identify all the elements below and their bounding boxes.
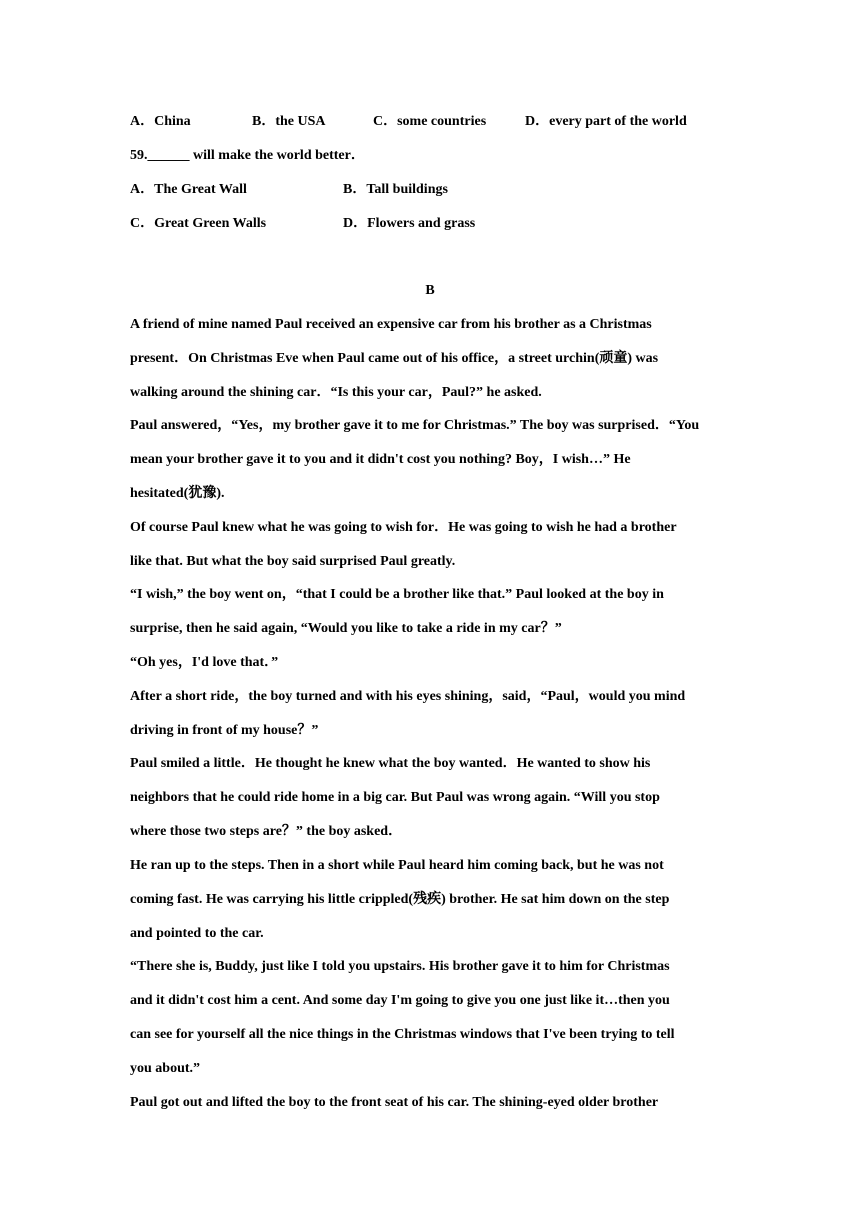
passage-line: and it didn't cost him a cent. And some day I'm going to give you one just like it…then you (130, 993, 670, 1008)
q59-option-a: A．The Great Wall (130, 182, 247, 197)
passage-line: where those two steps are？” the boy asked． (130, 824, 403, 839)
q59-option-b: B．Tall buildings (343, 182, 448, 197)
passage-line: Paul smiled a little．He thought he knew what the boy wanted．He wanted to show his (130, 756, 651, 771)
passage-line: like that. But what the boy said surprised Paul greatly. (130, 554, 456, 569)
passage-line: He ran up to the steps. Then in a short while Paul heard him coming back, but he was not (130, 858, 664, 873)
passage-line: neighbors that he could ride home in a big car. But Paul was wrong again. “Will you stop (130, 790, 660, 805)
passage-line: can see for yourself all the nice things in the Christmas windows that I've been trying to tell (130, 1027, 675, 1042)
passage-line: Paul got out and lifted the boy to the front seat of his car. The shining-eyed older brother (130, 1095, 659, 1110)
passage-line: driving in front of my house？” (130, 723, 319, 738)
q58-option-b: B．the USA (252, 114, 326, 129)
q58-option-c: C．some countries (373, 114, 487, 129)
passage-line: you about.” (130, 1061, 201, 1076)
passage-line: A friend of mine named Paul received an expensive car from his brother as a Christmas (130, 317, 652, 332)
q59-question: 59.______ will make the world better． (130, 148, 365, 163)
passage-line: walking around the shining car．“Is this your car，Paul?” he asked. (130, 385, 542, 400)
passage-line: present．On Christmas Eve when Paul came out of his office，a street urchin(顽童) was (130, 351, 659, 366)
passage-line: “I wish,” the boy went on，“that I could be a brother like that.” Paul looked at the boy in (130, 587, 664, 602)
q59-option-d: D．Flowers and grass (343, 216, 476, 231)
q58-option-a: A．China (130, 114, 191, 129)
passage-line: Paul answered，“Yes，my brother gave it to me for Christmas.” The boy was surprised．“You (130, 418, 700, 433)
passage-line: mean your brother gave it to you and it didn't cost you nothing? Boy，I wish…” He (130, 452, 631, 467)
q59-option-c: C．Great Green Walls (130, 216, 267, 231)
passage-line: coming fast. He was carrying his little crippled(残疾) brother. He sat him down on the step (130, 892, 670, 907)
passage-line: “There she is, Buddy, just like I told you upstairs. His brother gave it to him for Christmas (130, 959, 670, 974)
passage-line: Of course Paul knew what he was going to wish for．He was going to wish he had a brother (130, 520, 677, 535)
q58-option-d: D．every part of the world (525, 114, 687, 129)
passage-line: After a short ride，the boy turned and with his eyes shining，said，“Paul，would you mind (130, 689, 686, 704)
passage-line: and pointed to the car. (130, 926, 264, 941)
passage-line: “Oh yes，I'd love that．” (130, 655, 279, 670)
passage-line: hesitated(犹豫). (130, 486, 225, 501)
passage-line: surprise, then he said again, “Would you like to take a ride in my car？” (130, 621, 562, 636)
section-heading: B (425, 283, 435, 298)
